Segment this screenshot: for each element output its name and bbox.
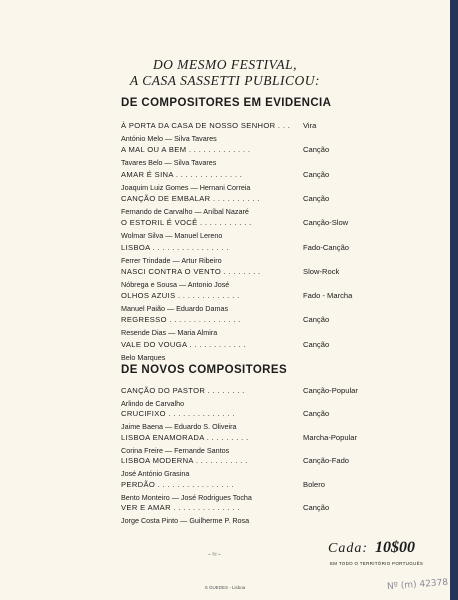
song-title: A MAL OU A BEM . . . . . . . . . . . . . — [121, 145, 251, 155]
song-authors: Fernando de Carvalho — Aníbal Nazaré — [121, 206, 249, 216]
song-title: PERDÃO . . . . . . . . . . . . . . . . — [121, 479, 234, 489]
heading-line-1: DO MESMO FESTIVAL, — [152, 57, 298, 72]
song-authors: Tavares Belo — Silva Tavares — [121, 158, 217, 168]
background-edge — [450, 0, 458, 600]
price-label: Cada: — [328, 541, 368, 556]
song-genre: Marcha-Popular — [303, 432, 358, 442]
song-title: VALE DO VOUGA . . . . . . . . . . . . — [121, 339, 247, 349]
price-note: EM TODO O TERRITÓRIO PORTUGUÊS — [330, 561, 424, 566]
song-genre: Canção — [303, 193, 330, 203]
song-title: REGRESSO . . . . . . . . . . . . . . . — [121, 315, 241, 325]
song-genre: Canção-Popular — [303, 386, 358, 395]
song-title: LISBOA . . . . . . . . . . . . . . . . — [121, 242, 229, 252]
song-authors: Corina Freire — Fernande Santos — [121, 445, 230, 455]
song-genre: Canção — [303, 339, 330, 349]
song-authors: António Melo — Silva Tavares — [121, 134, 217, 143]
song-title: O ESTORIL É VOCÊ . . . . . . . . . . . — [121, 218, 252, 228]
song-genre: Fado - Marcha — [303, 291, 353, 301]
song-title: CANÇÃO DE EMBALAR . . . . . . . . . . — [121, 193, 260, 203]
song-genre: Slow-Rock — [303, 266, 340, 276]
song-authors: Joaquim Luiz Gomes — Hernani Correia — [121, 182, 251, 192]
song-title: CRUCIFIXO . . . . . . . . . . . . . . — [121, 409, 235, 419]
song-title: LISBOA ENAMORADA . . . . . . . . . — [121, 432, 249, 442]
song-authors: Resende Dias — Maria Almira — [121, 328, 218, 338]
heading-line-2: A CASA SASSETTI PUBLICOU: — [129, 73, 321, 88]
song-authors: Belo Marques — [121, 352, 166, 362]
faded-stamp: -≈- — [208, 549, 222, 559]
song-authors: Nóbrega e Sousa — Antonio José — [121, 279, 230, 289]
song-genre: Canção — [303, 503, 330, 512]
song-authors: Wolmar Silva — Manuel Lereno — [121, 231, 223, 241]
song-authors: Arlindo de Carvalho — [121, 399, 185, 408]
song-title: NASCI CONTRA O VENTO . . . . . . . . — [121, 266, 261, 276]
song-genre: Vira — [303, 121, 317, 130]
song-title: AMAR É SINA . . . . . . . . . . . . . . — [121, 169, 243, 179]
price-value: 10$00 — [375, 539, 415, 556]
song-genre: Canção-Slow — [303, 218, 349, 228]
song-genre: Canção-Fado — [303, 456, 350, 466]
handwritten-catalog-number: Nº (m) 42378 — [386, 577, 449, 593]
song-authors: José António Grasina — [121, 469, 190, 479]
song-genre: Canção — [303, 409, 330, 419]
song-title: LISBOA MODERNA . . . . . . . . . . . — [121, 456, 248, 466]
song-genre: Fado-Canção — [303, 242, 350, 252]
song-title: CANÇÃO DO PASTOR . . . . . . . . — [121, 386, 245, 395]
section-title-new: DE NOVOS COMPOSITORES — [121, 364, 288, 376]
section-title-established: DE COMPOSITORES EM EVIDENCIA — [121, 97, 332, 109]
song-authors: Bento Monteiro — José Rodrigues Tocha — [121, 492, 252, 502]
song-genre: Canção — [303, 315, 330, 325]
song-authors: Jaime Baena — Eduardo S. Oliveira — [121, 422, 237, 432]
song-title: VER E AMAR . . . . . . . . . . . . . . — [121, 503, 240, 512]
song-authors: Manuel Paião — Eduardo Damas — [121, 304, 229, 314]
song-authors: Ferrer Trindade — Artur Ribeiro — [121, 255, 222, 265]
song-genre: Canção — [303, 145, 330, 155]
song-entry — [121, 121, 351, 143]
song-genre: Bolero — [303, 479, 325, 489]
song-authors: Jorge Costa Pinto — Guilherme P. Rosa — [121, 516, 250, 525]
song-title: À PORTA DA CASA DE NOSSO SENHOR . . . — [121, 121, 291, 130]
printer-imprint: S GUEDES - Lisboa — [204, 585, 246, 590]
song-title: OLHOS AZUIS . . . . . . . . . . . . . — [121, 291, 240, 301]
song-genre: Canção — [303, 169, 330, 179]
